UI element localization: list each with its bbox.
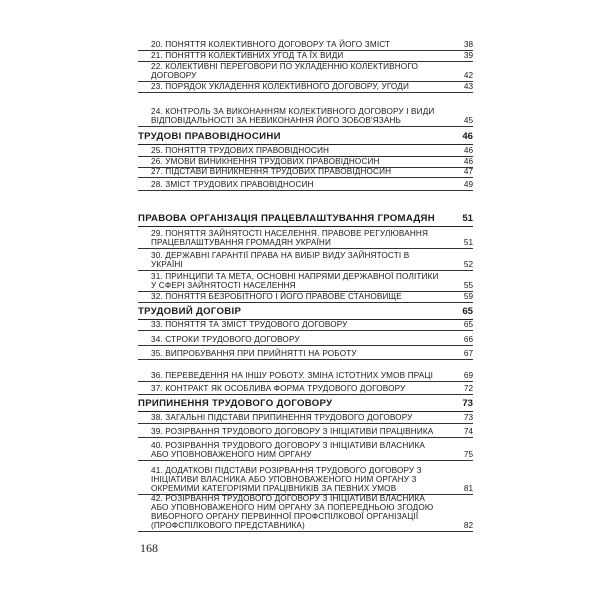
toc-entry-title: 29. ПОНЯТТЯ ЗАЙНЯТОСТІ НАСЕЛЕННЯ. ПРАВОВЕ РЕГУЛЮВАННЯ ПРАЦЕВЛАШТУВАННЯ ГРОМАДЯН УКРАЇНИ [151,229,429,247]
toc-entry [138,61,473,82]
toc-entry-page: 69 [463,371,473,380]
toc-entry-title: 32. ПОНЯТТЯ БЕЗРОБІТНОГО І ЙОГО ПРАВОВЕ СТАНОВИЩЕ [151,292,402,301]
toc-entry-title: 40. РОЗІРВАННЯ ТРУДОВОГО ДОГОВОРУ З ІНІЦІАТИВИ ВЛАСНИКА АБО УПОВНОВАЖЕНОГО НИМ ОРГАНУ [151,441,425,459]
toc-entry-page: 47 [463,167,473,176]
toc-entry-page: 73 [462,398,473,409]
toc-entry-page: 55 [463,281,473,290]
toc-entry-page: 43 [463,82,473,91]
toc-entry-title: 35. ВИПРОБУВАННЯ ПРИ ПРИЙНЯТТІ НА РОБОТУ [151,349,357,358]
toc-entry-title: 23. ПОРЯДОК УКЛАДЕННЯ КОЛЕКТИВНОГО ДОГОВОРУ, УГОДИ [151,82,410,91]
toc-entry [138,251,473,271]
toc-entry [138,349,473,360]
toc-entry-page: 67 [463,349,473,358]
toc-entry [138,335,473,346]
toc-section-heading [138,305,473,320]
toc-entry-title: 28. ЗМІСТ ТРУДОВИХ ПРАВОВІДНОСИН [151,180,314,189]
toc-entry [138,94,473,127]
toc-entry-title: 37. КОНТРАКТ ЯК ОСОБЛИВА ФОРМА ТРУДОВОГО ДОГОВОРУ [151,384,406,393]
toc-entry-title: 27. ПІДСТАВИ ВИНИКНЕННЯ ТРУДОВИХ ПРАВОВІДНОСИН [151,167,392,176]
toc-entry-page: 52 [463,260,473,269]
toc-entry-title: 26. УМОВИ ВИНИКНЕННЯ ТРУДОВИХ ПРАВОВІДНОСИН [151,157,380,166]
toc-entry-title: 42. РОЗІРВАННЯ ТРУДОВОГО ДОГОВОРУ З ІНІЦІАТИВИ ВЛАСНИКА АБО УПОВНОВАЖЕНОГО НИМ ОРГАНУ ЗА ПОПЕРЕДНЬОЮ ЗГОДОЮ ВИБОРНОГО ОРГАНУ ПЕРВИННОЇ ПРОФСПІЛКОВОЇ ОРГАНІЗАЦІЇ (ПРОФСПІЛКОВОГО ПРЕДСТАВНИКА) [151,494,434,530]
toc-entry-title: 38. ЗАГАЛЬНІ ПІДСТАВИ ПРИПИНЕННЯ ТРУДОВОГО ДОГОВОРУ [151,413,413,422]
toc-entry-page: 73 [463,413,473,422]
toc-entry-page: 81 [463,484,473,493]
toc-entry-page: 39 [463,51,473,60]
toc-entry-page: 46 [462,131,473,142]
toc-entry-title: ПРИПИНЕННЯ ТРУДОВОГО ДОГОВОРУ [138,398,333,409]
toc-entry [138,427,473,438]
toc-entry-title: ТРУДОВІ ПРАВОВІДНОСИНИ [138,131,281,142]
toc-entry-page: 51 [462,213,473,224]
toc-entry-title: 24. КОНТРОЛЬ ЗА ВИКОНАННЯМ КОЛЕКТИВНОГО ДОГОВОРУ І ВИДИ ВІДПОВІДАЛЬНОСТІ ЗА НЕВИКОНАННЯ ЙОГО ЗОБОВ'ЯЗАНЬ [151,107,435,125]
toc-entry-page: 46 [463,146,473,155]
toc-section-heading [138,197,473,227]
toc-entry [138,320,473,331]
toc-entry [138,413,473,424]
toc-entry [138,180,473,191]
toc-entry-page: 66 [463,335,473,344]
toc-entry-title: 22. КОЛЕКТИВНІ ПЕРЕГОВОРИ ПО УКЛАДЕННЮ КОЛЕКТИВНОГО ДОГОВОРУ [151,62,418,80]
toc-entry-page: 38 [463,40,473,49]
toc-entry-page: 46 [463,157,473,166]
toc-entry [138,228,473,249]
toc-entry-title: 25. ПОНЯТТЯ ТРУДОВИХ ПРАВОВІДНОСИН [151,146,330,155]
toc-entry-page: 74 [463,427,473,436]
toc-entry-title: 41. ДОДАТКОВІ ПІДСТАВИ РОЗІРВАННЯ ТРУДОВОГО ДОГОВОРУ З ІНІЦІАТИВИ ВЛАСНИКА АБО УПОВНОВАЖЕНОГО НИМ ОРГАНУ З ОКРЕМИМИ КАТЕГОРІЯМИ ПРАЦІВНИКІВ ЗА ПЕВНИХ УМОВ [151,466,422,493]
toc-entry [138,361,473,382]
toc-entry [138,146,473,157]
toc-entry-title: 20. ПОНЯТТЯ КОЛЕКТИВНОГО ДОГОВОРУ ТА ЙОГО ЗМІСТ [151,40,391,49]
toc-section-heading [138,397,473,412]
toc-entry [138,272,473,292]
toc-entry-page: 82 [463,521,473,530]
toc-entry-title: 36. ПЕРЕВЕДЕННЯ НА ІНШУ РОБОТУ. ЗМІНА ІСТОТНИХ УМОВ ПРАЦІ [151,371,434,380]
toc-entry [138,40,473,51]
toc-entry-title: 30. ДЕРЖАВНІ ГАРАНТІЇ ПРАВА НА ВИБІР ВИДУ ЗАЙНЯТОСТІ В УКРАЇНІ [151,251,410,269]
toc-entry-page: 45 [463,116,473,125]
toc-entry-title: 31. ПРИНЦИПИ ТА МЕТА, ОСНОВНІ НАПРЯМИ ДЕРЖАВНОЇ ПОЛІТИКИ У СФЕРІ ЗАЙНЯТОСТІ НАСЕЛЕННЯ [151,272,439,290]
toc-entry [138,82,473,93]
toc-entry [138,494,473,532]
toc-entry [138,384,473,395]
toc-entry-title: 39. РОЗІРВАННЯ ТРУДОВОГО ДОГОВОРУ З ІНІЦІАТИВИ ПРАЦІВНИКА [151,427,434,436]
toc-entry-page: 49 [463,180,473,189]
toc-entry-page: 59 [463,292,473,301]
toc-entry-page: 65 [463,320,473,329]
toc-entry [138,464,473,495]
toc-entry [138,439,473,461]
toc-entry-page: 51 [463,238,473,247]
toc-entry-title: 33. ПОНЯТТЯ ТА ЗМІСТ ТРУДОВОГО ДОГОВОРУ [151,320,348,329]
toc-entry-page: 75 [463,450,473,459]
toc-section-heading [138,129,473,145]
toc-entry [138,292,473,303]
toc-entry [138,167,473,178]
toc-entry-title: ПРАВОВА ОРГАНІЗАЦІЯ ПРАЦЕВЛАШТУВАННЯ ГРОМАДЯН [138,213,435,224]
toc-entry-page: 42 [463,71,473,80]
toc-entry-page: 65 [462,306,473,317]
page-number: 168 [140,541,158,555]
toc-entry-title: 21. ПОНЯТТЯ КОЛЕКТИВНИХ УГОД ТА ЇХ ВИДИ [151,51,344,60]
toc-entry-page: 72 [463,384,473,393]
toc-entry-title: ТРУДОВИЙ ДОГОВІР [138,306,242,317]
toc-entry-title: 34. СТРОКИ ТРУДОВОГО ДОГОВОРУ [151,335,300,344]
